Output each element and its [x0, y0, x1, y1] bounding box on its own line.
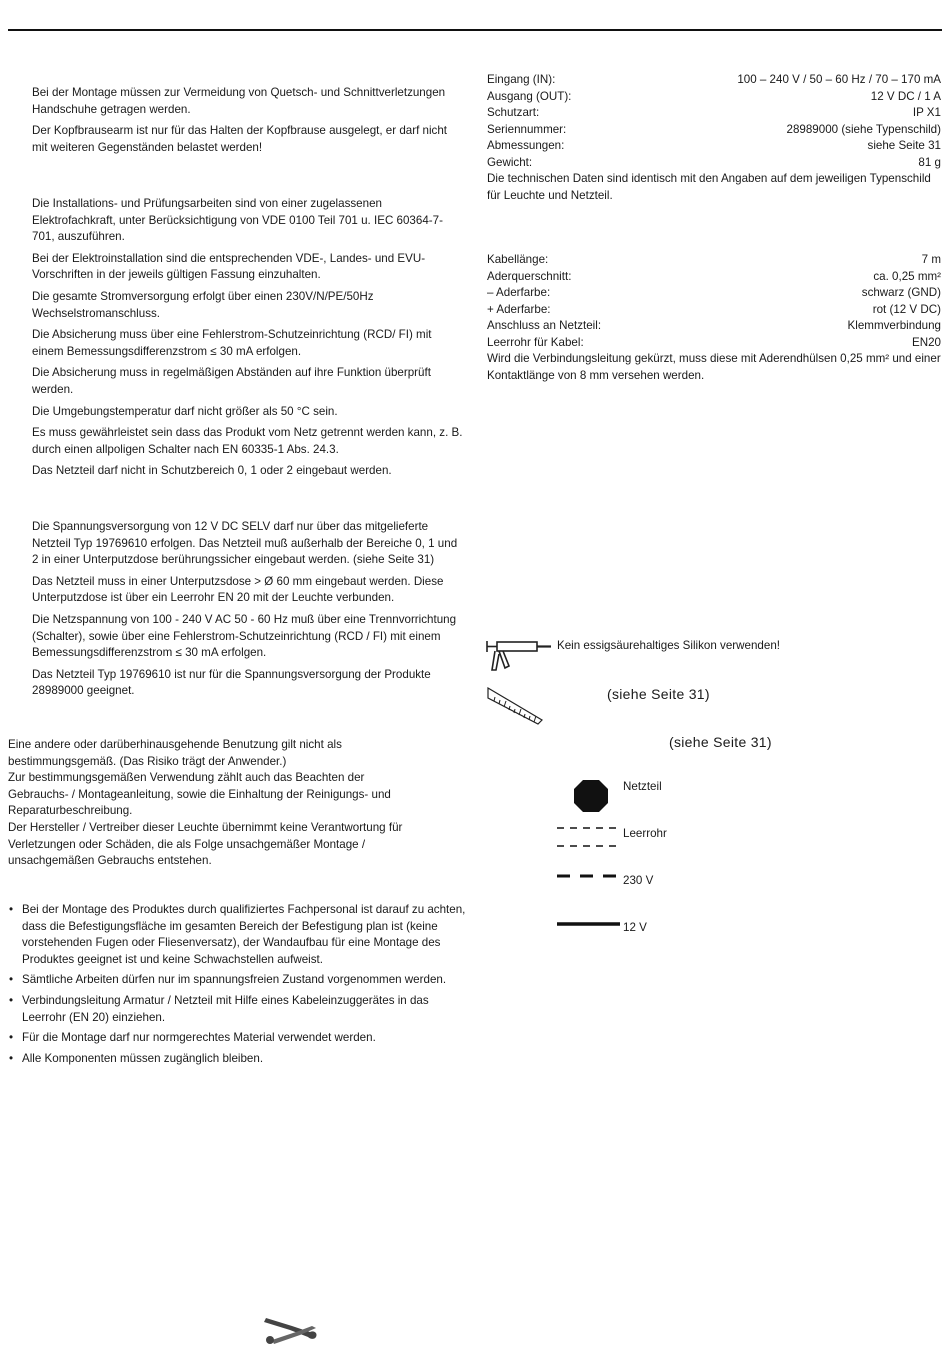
- installation-paragraph: Die gesamte Stromversorgung erfolgt über einen 230V/N/PE/50Hz Wechselstromanschluss.: [32, 289, 374, 320]
- cable-data-table: [487, 252, 941, 384]
- table-row: [487, 155, 941, 172]
- legend-230v-line-icon: [556, 871, 622, 883]
- silicone-warning-text: Kein essigsäurehaltiges Silikon verwenden!: [557, 639, 780, 652]
- installation-paragraph: Die Absicherung muss über eine Fehlerstrom-Schutzeinrichtung (RCD/ FI) mit einem Bemessungsdifferenzstrom ≤ 30 mA erfolgen.: [32, 328, 432, 358]
- table-row: [487, 72, 941, 89]
- installation-paragraph: Es muss gewährleistet sein dass das Produkt vom Netz getrennt werden kann, z. B. durch einen allpoligen Schalter nach EN 60335-1 Abs. 24.3.: [32, 426, 463, 456]
- installation-safety-section: [32, 196, 464, 485]
- power-supply-paragraph: Das Netzteil Typ 19769610 ist nur für die Spannungsversorgung der Produkte 28989000 geeignet.: [32, 667, 431, 698]
- notes-section: [8, 902, 468, 1071]
- table-row: [487, 335, 941, 352]
- list-item: • Für die Montage darf nur normgerechtes Material verwendet werden.: [8, 1030, 468, 1047]
- legend-12v-label: 12 V: [623, 921, 647, 934]
- notes-list: [8, 902, 468, 1067]
- legend-netzteil-label: Netzteil: [623, 780, 662, 793]
- power-supply-paragraph: Die Spannungsversorgung von 12 V DC SELV darf nur über das mitgelieferte Netzteil Typ 19769610 erfolgen. Das Netzteil muß außerhalb der Bereiche 0, 1 und 2 in einer Unterputzdose berührungssicher eingebaut werden. (siehe Seite 31): [32, 520, 458, 567]
- installation-paragraph: Die Umgebungstemperatur darf nicht größer als 50 °C sein.: [32, 404, 338, 418]
- list-item: • Verbindungsleitung Armatur / Netzteil mit Hilfe eines Kabeleinzuggerätes in das Leerrohr (EN 20) einziehen.: [8, 993, 468, 1026]
- ruler-icon: [486, 686, 546, 726]
- row-label: Ausgang (OUT):: [487, 89, 572, 103]
- table-row: [487, 302, 941, 319]
- header-rule: [8, 29, 942, 31]
- ruler-page-reference: (siehe Seite 31): [607, 686, 710, 702]
- row-label: Anschluss an Netzteil:: [487, 319, 602, 332]
- legend-12v-line-icon: [556, 918, 622, 930]
- table-row: [487, 252, 941, 269]
- technical-data-table: [487, 72, 941, 204]
- row-value: 81 g: [918, 155, 941, 169]
- row-label: Kabellänge:: [487, 253, 549, 266]
- mounting-paragraph: Der Kopfbrausearm ist nur für das Halten der Kopfbrause ausgelegt, er darf nicht mit weiteren Gegenständen belastet werden!: [32, 124, 448, 154]
- row-value: schwarz (GND): [861, 286, 941, 299]
- intended-use-paragraph: Eine andere oder darüberhinausgehende Benutzung gilt nicht als bestimmungsgemäß. (Das Risiko trägt der Anwender.) Zur bestimmungsgemäßen Verwendung zählt auch das Beachten der Gebrauchs- / Montageanleitung, sowie die Einhaltung der Reinigungs- und Reparaturbeschreibung. Der Hersteller / Vertreiber dieser Leuchte übernimmt keine Verantwortung für Verletzungen oder Schäden, die als Folge unsachgemäßer Montage / unsachgemäßen Gebrauchs entstehen.: [8, 738, 403, 868]
- row-value: EN20: [911, 335, 941, 349]
- table-row: [487, 318, 941, 335]
- row-value: ca. 0,25 mm²: [873, 269, 941, 283]
- installation-paragraph: Das Netzteil darf nicht in Schutzbereich 0, 1 oder 2 eingebaut werden.: [32, 464, 392, 478]
- row-value: siehe Seite 31: [867, 139, 941, 152]
- mounting-paragraph: Bei der Montage müssen zur Vermeidung von Quetsch- und Schnittverletzungen Handschuhe getragen werden.: [32, 86, 446, 116]
- installation-paragraph: Die Installations- und Prüfungsarbeiten sind von einer zugelassenen Elektrofachkraft, unter Berücksichtigung von VDE 0100 Teil 701 u. IEC 60364-7-701, auszuführen.: [32, 197, 443, 244]
- row-value: 28989000 (siehe Typenschild): [786, 122, 941, 136]
- table-row: [487, 122, 941, 139]
- row-label: Seriennummer:: [487, 122, 567, 136]
- installation-paragraph: Bei der Elektroinstallation sind die entsprechenden VDE-, Landes- und EVU-Vorschriften in der jeweils gültigen Fassung einzuhalten.: [32, 251, 426, 282]
- row-label: – Aderfarbe:: [487, 286, 551, 299]
- table-row: [487, 269, 941, 286]
- power-supply-paragraph: Die Netzspannung von 100 - 240 V AC 50 - 60 Hz muß über eine Trennvorrichtung (Schalter), sowie über eine Fehlerstrom-Schutzeinrichtung (RCD / FI) mit einem Bemessungsdifferenzstrom ≤ 30 mA erfolgen.: [32, 612, 457, 660]
- list-item: • Alle Komponenten müssen zugänglich bleiben.: [8, 1051, 468, 1068]
- list-item: • Sämtliche Arbeiten dürfen nur im spannungsfreien Zustand vorgenommen werden.: [8, 972, 468, 989]
- row-label: Aderquerschnitt:: [487, 269, 572, 283]
- row-value: Klemmverbindung: [847, 319, 941, 332]
- row-label: + Aderfarbe:: [487, 302, 551, 316]
- technical-data-note: Die technischen Daten sind identisch mit den Angaben auf dem jeweiligen Typenschild für Leuchte und Netzteil.: [487, 172, 931, 202]
- legend-leerrohr-label: Leerrohr: [623, 827, 667, 840]
- installation-paragraph: Die Absicherung muss in regelmäßigen Abständen auf ihre Funktion überprüft werden.: [32, 366, 431, 396]
- table-row: [487, 105, 941, 122]
- row-value: IP X1: [912, 106, 941, 119]
- row-label: Schutzart:: [487, 106, 540, 119]
- table-row: [487, 89, 941, 106]
- row-value: 100 – 240 V / 50 – 60 Hz / 70 – 170 mA: [737, 73, 941, 86]
- wrench-screwdriver-icon: [262, 1310, 320, 1346]
- row-value: 12 V DC / 1 A: [870, 89, 941, 103]
- row-value: rot (12 V DC): [872, 302, 941, 316]
- legend-conduit-line-icon: [556, 822, 622, 852]
- install-page-reference: (siehe Seite 31): [669, 734, 772, 750]
- cable-data-note: Wird die Verbindungsleitung gekürzt, muss diese mit Aderendhülsen 0,25 mm² und einer Kontaktlänge von 8 mm versehen werden.: [487, 352, 941, 382]
- list-item: • Bei der Montage des Produktes durch qualifiziertes Fachpersonal ist darauf zu achten, dass die Befestigungsfläche im gesamten Bereich der Befestigung plan ist (keine vorstehenden Fugen oder Fliesenversatz), der Wandaufbau für eine Montage des Produktes geeignet ist und keine Schwachstellen aufweist.: [8, 902, 468, 968]
- table-row: [487, 285, 941, 302]
- row-label: Gewicht:: [487, 155, 533, 169]
- legend-230v-label: 230 V: [623, 874, 654, 887]
- row-label: Leerrohr für Kabel:: [487, 335, 584, 349]
- power-supply-section: [32, 519, 464, 705]
- table-row: [487, 138, 941, 155]
- octagon-icon: [573, 779, 609, 813]
- row-value: 7 m: [921, 253, 941, 266]
- power-supply-paragraph: Das Netzteil muss in einer Unterputzsdose > Ø 60 mm eingebaut werden. Diese Unterputzdose ist über ein Leerrohr EN 20 mit der Leuchte verbunden.: [32, 574, 444, 605]
- caulking-gun-icon: [485, 636, 555, 676]
- mounting-safety-section: [32, 85, 464, 161]
- row-label: Abmessungen:: [487, 139, 565, 152]
- row-label: Eingang (IN):: [487, 73, 556, 86]
